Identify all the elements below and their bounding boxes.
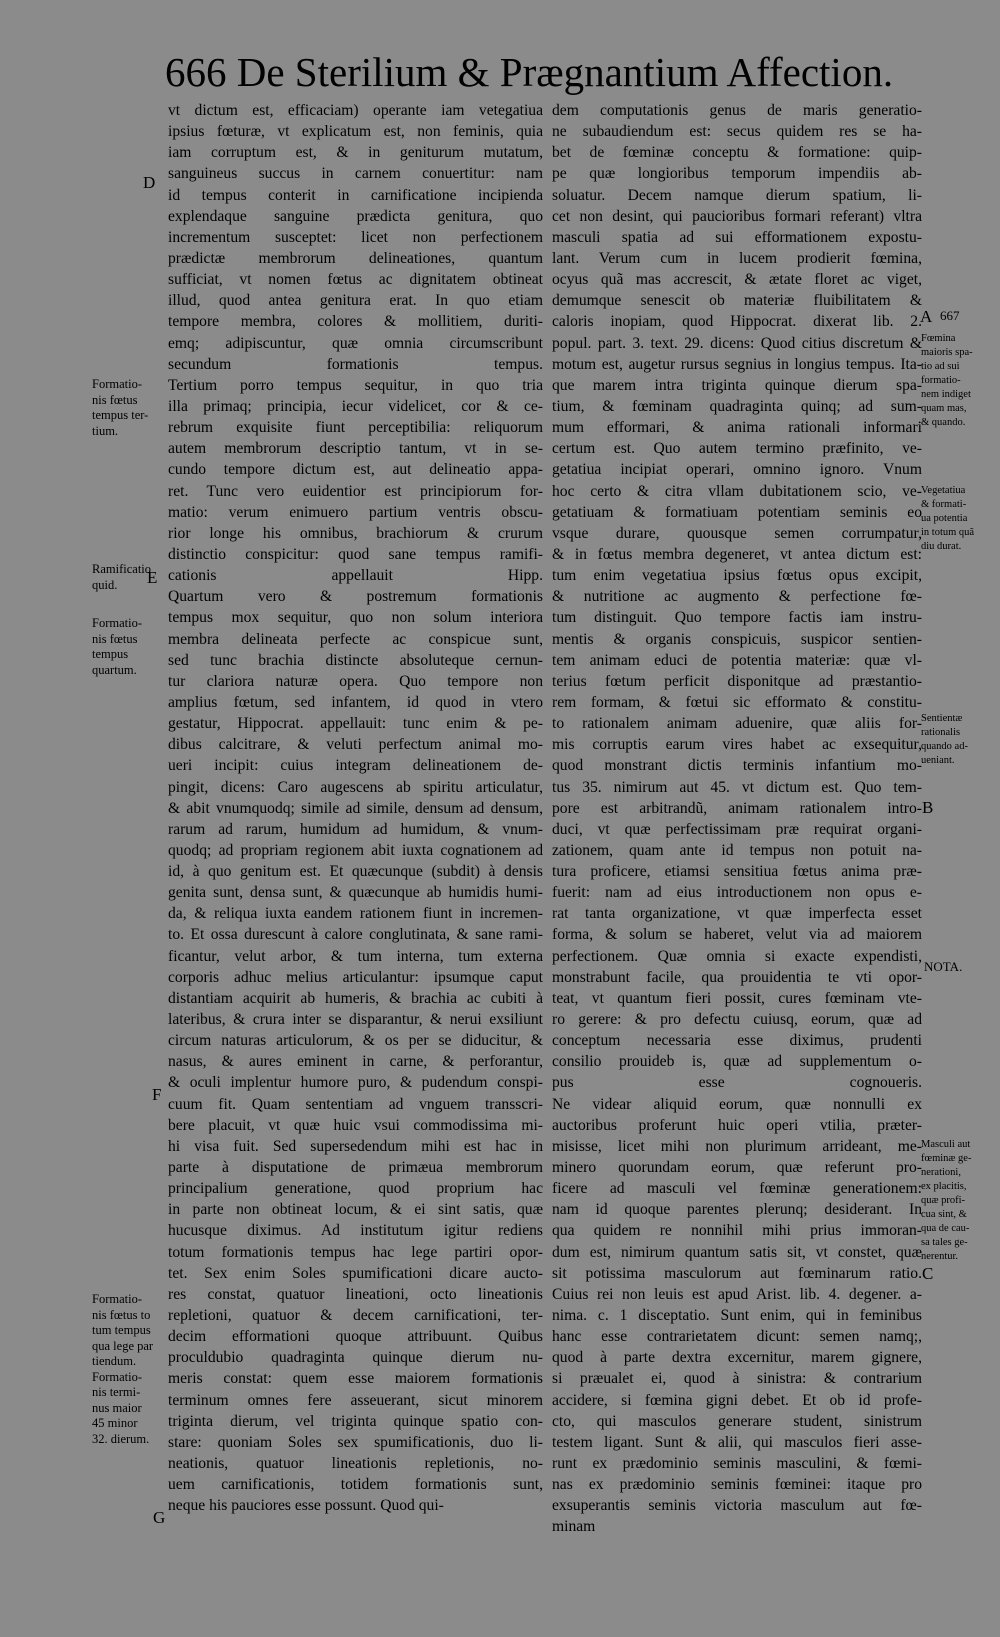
margin-letter-g: G <box>153 1508 166 1527</box>
text-line: hi visa fuit. Sed supersedendum mihi est hac in <box>168 1137 543 1155</box>
text-line: rarum ad rarum, humidum ad humidum, & vnum- <box>168 820 543 838</box>
text-line: prædictæ membrorum delineationes, quantum <box>168 249 543 267</box>
text-line: sed tunc brachia distincte absoluteque cernun- <box>168 651 543 669</box>
right-page-reference: 667 <box>940 308 960 323</box>
margin-letter-b: B <box>922 798 934 817</box>
text-line: cundo tempore dictum est, aut delineatio appa- <box>168 461 543 479</box>
text-line: ro gerere: & pro defectu cuiusq, eorum, quæ ad <box>552 1011 922 1029</box>
text-line: testem ligant. Sunt & alii, qui masculos fieri asse- <box>552 1433 922 1451</box>
text-line: corporis adhuc melius articulantur: ipsumque caput <box>168 968 543 986</box>
text-line: getatiuam & formatiuam potentiam seminis eo <box>552 503 922 521</box>
margin-note-right-1: Fœmina maioris spa- tio ad sui formatio- nem indiget quam mas, & quando. <box>921 333 973 428</box>
text-line: perfectionem. Quæ omnia si exacte expendisti, <box>552 947 922 965</box>
text-line: rior longe his omnibus, brachiorum & crurum <box>168 524 543 542</box>
margin-note-left-3: Formatio- nis fœtus tempus quartum. <box>92 616 142 677</box>
text-line: nam id quoque parentes plerunq; desiderant. In <box>552 1201 922 1219</box>
page-number: 666 <box>165 49 227 95</box>
page-header <box>165 48 893 96</box>
text-line: soluatur. Decem namque dierum spatium, li- <box>552 186 922 204</box>
text-line: secundum formationis tempus. <box>168 355 543 373</box>
text-line: repletioni, quatuor & decem carnificationi, ter- <box>168 1307 543 1325</box>
text-line: explendaque sanguine prædicta genitura, quo <box>168 207 543 225</box>
text-line: genita sunt, densa sunt, & quæcunque ab humidis humi- <box>168 884 543 902</box>
text-line: bere placuit, vt quæ huic vsui commodissima mi- <box>168 1116 543 1134</box>
text-line: tus 35. nimirum aut 45. vt dictum est. Quo tem- <box>552 778 922 796</box>
text-line: conceptum necessaria esse diximus, prudenti <box>552 1032 922 1050</box>
right-text-column <box>552 100 922 1538</box>
text-line: mum efformari, & anima rationali informari <box>552 419 922 437</box>
text-line: monstrabunt facile, qua prouidentia te vti opor- <box>552 968 922 986</box>
text-line: si præualet ei, quod à sinistra: & contrarium <box>552 1370 922 1388</box>
text-line: principalium generatione, quod proprium hac <box>168 1180 543 1198</box>
text-line: quod monstrant dictis terminis infantium mo- <box>552 757 922 775</box>
text-line: hanc esse contrarietatem dicunt: semen namq;, <box>552 1328 922 1346</box>
text-line: ficere ad masculi vel fœminæ generationem: <box>552 1180 922 1198</box>
text-line: ipsius fœturæ, vt explicatum est, non feminis, quia <box>168 123 543 141</box>
text-line: minero quorundam eorum, quæ referunt pro- <box>552 1159 922 1177</box>
text-line: dem computationis genus de maris generatio- <box>552 102 922 119</box>
margin-note-left-2: Ramificatio quid. <box>92 562 152 592</box>
text-line: terius fœtum perficit disponitque ad præstantio- <box>552 672 922 690</box>
text-line: cuum fit. Quam sententiam ad vnguem transscri- <box>168 1095 543 1113</box>
text-line: uem carnificationis, totidem formationis sunt, <box>168 1476 543 1494</box>
text-line: cto, qui masculos generare student, sinistrum <box>552 1412 922 1430</box>
text-line: qua quidem re nonnihil mihi prius immoran- <box>552 1222 922 1240</box>
text-line: Ne videar aliquid eorum, quæ nonnulli ex <box>552 1095 922 1113</box>
text-line: forma, & solum se haberet, velut via ad maiorem <box>552 926 922 944</box>
margin-note-right-3: Sentientæ rationalis quando ad- ueniant. <box>921 713 968 766</box>
text-line: vt dictum est, efficaciam) operante iam vetegatiua <box>168 102 543 119</box>
text-line: popul. part. 3. text. 29. dicens: Quod citius discretum & <box>552 334 922 352</box>
text-line: meris constat: quem esse maiorem formationis <box>168 1370 543 1388</box>
text-line: lant. Verum cum in lucem prodierit fœmina, <box>552 249 922 267</box>
text-line: illud, quod antea genitura erat. In quo etiam <box>168 292 543 310</box>
text-line: minam <box>552 1518 596 1536</box>
text-line: tum distinguit. Quo tempore factis iam instru- <box>552 609 922 627</box>
text-line: proculdubio quadraginta quinque dierum nu- <box>168 1349 543 1367</box>
text-line: pore est arbitrandũ, animam rationalem intro- <box>552 799 922 817</box>
text-line: to. Et ossa durescunt à calore conglutinata, & sane rami- <box>168 926 543 944</box>
text-line: ficantur, velut arbor, & tum interna, tum externa <box>168 947 543 965</box>
text-line: sufficiat, vt nomen fœtus ac dignitatem obtineat <box>168 271 543 289</box>
text-line: tempore membra, colores & mollitiem, duriti- <box>168 313 543 331</box>
text-line: getatiua incipiat operari, omnino ignoro. Vnum <box>552 461 922 479</box>
text-line: ueri incipit: cuius integram delineationem de- <box>168 757 543 775</box>
text-line: triginta dierum, vel triginta quinque spatio con- <box>168 1412 543 1430</box>
text-line: nasus, & aures eminent in carne, & perforantur, <box>168 1053 543 1071</box>
text-line: dum est, nimirum quantum satis sit, vt constet, quæ <box>552 1243 922 1261</box>
text-line: nas ex prædominio seminis fœminei: itaque pro <box>552 1476 922 1494</box>
text-line: mis corruptis earum vires habet ac exsequitur, <box>552 736 922 754</box>
text-line: runt ex prædominio seminis masculini, & fœmi- <box>552 1455 922 1472</box>
text-line: duci, vt quæ perfectissimam præ requirat organi- <box>552 820 922 838</box>
text-line: certum est. Quo autem termino præfinito, ve- <box>552 440 922 458</box>
text-line: rat tanta organizatione, vt quæ imperfecta esset <box>552 905 922 923</box>
text-line: ne subaudiendum est: secus quidem res se ha- <box>552 123 922 141</box>
text-line: teat, vt quantum fieri possit, cures fœminam vte- <box>552 989 922 1007</box>
text-line: ret. Tunc vero euidentior est principiorum for- <box>168 482 543 500</box>
text-line: rem formam, & fœtui sic efformato & constitu- <box>552 693 922 711</box>
text-line: consilio prouideb is, quæ ad supplementum o- <box>552 1053 922 1071</box>
text-line: exsuperantis seminis victoria masculum aut fœ- <box>552 1497 922 1515</box>
text-line: Quartum vero & postremum formationis <box>168 588 543 606</box>
text-line: cationis appellauit Hipp. <box>168 567 543 585</box>
text-line: terminum omnes fere asseuerant, sicut minorem <box>168 1391 543 1409</box>
margin-letter-c: C <box>922 1264 934 1283</box>
text-line: que marem intra triginta quinque dierum spa- <box>552 376 922 394</box>
text-line: masculi spatia ad sui efformationem expostu- <box>552 228 922 246</box>
text-line: tum enim vegetatiua ipsius fœtus opus excipit, <box>552 567 922 585</box>
text-line: tium, & fœminam quadraginta quinq; ad sum- <box>552 397 922 415</box>
left-text-column <box>168 100 543 1516</box>
text-line: neationis, quatuor lineationis repletionis, no- <box>168 1455 543 1472</box>
text-line: dibus calcitrare, & veluti perfectum animal mo- <box>168 736 543 754</box>
text-line: misisse, licet mihi non plurimum arrideant, me- <box>552 1137 922 1155</box>
text-line: & oculi implentur humore puro, & pudendum conspi- <box>168 1074 543 1092</box>
text-line: membra delineata perfecte ac conspicue sunt, <box>168 630 543 648</box>
text-line: cet non desint, qui paucioribus formari referant) vltra <box>552 207 922 225</box>
text-line: & abit vnumquodq; simile ad simile, densum ad densum, <box>168 799 543 817</box>
text-line: id tempus conterit in carnificatione incipienda <box>168 186 543 204</box>
text-line: tem animam educi de potentia materiæ: quæ vl- <box>552 651 922 669</box>
text-line: hoc certo & citra vllam dubitationem scio, ve- <box>552 482 922 500</box>
text-line: Cuius rei non leuis est apud Arist. lib. 4. degener. a- <box>552 1285 922 1303</box>
text-line: da, & reliqua iuxta eandem rationem fiunt in incremen- <box>168 905 543 923</box>
text-line: in parte non obtineat locum, & ei sint satis, quæ <box>168 1201 543 1219</box>
text-line: to rationalem animam aduenire, quæ aliis for- <box>552 715 922 733</box>
text-line: amplius fœtum, sed infantem, id quod in vtero <box>168 693 543 711</box>
text-line: tura proficere, etiamsi sensitiua fœtus anima præ- <box>552 863 922 881</box>
margin-note-right-2: Vegetatiua & formati- ua potentia in totum quã diu durat. <box>921 485 975 552</box>
text-line: pingit, dicens: Caro augescens ab spiritu articulatur, <box>168 778 543 796</box>
text-line: distantiam acquirit ab humeris, & brachia ac cubiti à <box>168 989 543 1007</box>
text-line: stare: quoniam Soles sex spumificationis, duo li- <box>168 1433 543 1451</box>
text-line: decim efformationi quoque attribuunt. Quibus <box>168 1328 543 1346</box>
text-line: rebrum exquisite fiunt perceptibilia: reliquorum <box>168 419 543 437</box>
text-line: pe quæ longioribus temporum impendiis ab- <box>552 165 922 183</box>
text-line: distinctio conspicitur: quod sane tempus ramifi- <box>168 545 543 563</box>
text-line: matio: verum enimuero partium ventris obscu- <box>168 503 543 521</box>
text-line: incrementum susceptet: licet non perfectionem <box>168 228 543 246</box>
margin-letter-a: A <box>920 307 933 326</box>
text-line: fuerit: nam ad eius introductionem non opus e- <box>552 884 922 902</box>
text-line: Tertium porro tempus sequitur, in quo tria <box>168 376 543 394</box>
text-line: & nutritione ac augmento & perfectione fœ- <box>552 588 922 606</box>
text-line: id, à quo genitum est. Et quæcunque (subdit) à densis <box>168 863 543 881</box>
text-line: ocyus quã mas accrescit, & ætate floret ac viget, <box>552 271 922 289</box>
text-line: iam corruptum est, & in geniturum mutatum, <box>168 144 543 162</box>
text-line: parte à disputatione de primæua membrorum <box>168 1159 543 1177</box>
text-line: bet de fœminæ conceptu & formatione: quip- <box>552 144 922 162</box>
text-line: quod à parte dextra excernitur, marem gignere, <box>552 1349 922 1367</box>
text-line: sit potissima masculorum aut fœminarum ratio. <box>552 1264 922 1282</box>
text-line: illa primaq; principia, iecur videlicet, cor & ce- <box>168 397 543 415</box>
text-line: gestatur, Hippocrat. appellauit: tunc enim & pe- <box>168 715 543 733</box>
text-line: sanguineus succus in carnem conuertitur: nam <box>168 165 543 183</box>
margin-note-right-4: NOTA. <box>924 959 963 974</box>
running-title: De Sterilium & Prægnantium Affection. <box>236 49 894 95</box>
text-line: caloris inopiam, quod Hippocrat. dixerat lib. 2. <box>552 313 922 331</box>
text-line: vsque durare, quousque semen corrumpatur, <box>552 524 922 542</box>
text-line: motum est, augetur rursus segnius in longius tempus. Ita- <box>552 355 922 373</box>
margin-note-left-4: Formatio- nis fœtus to tum tempus qua lege par tiendum. Formatio- nis termi- nus maior 45 minor 32. dierum. <box>92 1292 154 1446</box>
text-line: lateribus, & crura inter se disparantur, & nerui exsiliunt <box>168 1011 543 1029</box>
text-line: totum formationis tempus hac lege partiri opor- <box>168 1243 543 1261</box>
text-line: res constat, quatuor lineationi, octo lineationis <box>168 1285 543 1303</box>
text-line: tet. Sex enim Soles spumificationi dicare aucto- <box>168 1264 543 1282</box>
text-line: autem membrorum descriptio tantum, vt in se- <box>168 440 543 458</box>
text-line: accidere, si fœmina gigni debet. Et ob id profe- <box>552 1391 922 1409</box>
margin-letter-e: E <box>147 568 158 587</box>
margin-note-left-1: Formatio- nis fœtus tempus ter- tium. <box>92 377 149 438</box>
text-line: mentis & organis conspicuis, suspicor sentien- <box>552 630 922 648</box>
text-line: demumque senescit ob materiæ fluibilitatem & <box>552 292 922 310</box>
text-line: auctoribus proferunt huic operi vtilia, præter- <box>552 1116 922 1134</box>
text-line: hucusque diximus. Ad institutum igitur rediens <box>168 1222 543 1240</box>
text-line: circum naturas articulorum, & os per se diducitur, & <box>168 1032 543 1050</box>
text-line: emq; adipiscuntur, quæ omnia circumscribunt <box>168 334 543 352</box>
text-line: pus esse cognoueris. <box>552 1074 922 1092</box>
margin-letter-f: F <box>152 1085 162 1104</box>
text-line: nima. c. 1 disceptatio. Sunt enim, qui in feminibus <box>552 1307 922 1325</box>
margin-letter-d: D <box>143 173 156 192</box>
text-line: tempus mox sequitur, quo non solum interiora <box>168 609 543 627</box>
text-line: & in fœtus membra degeneret, vt antea dictum est: <box>552 545 922 563</box>
text-line: quodq; ad propriam regionem abit iuxta cognationem ad <box>168 841 543 859</box>
text-line: tur clariora naturæ opera. Quo tempore non <box>168 672 543 690</box>
margin-note-right-5: Masculi aut fœminæ ge- nerationi, ex placitis, quæ profi- cua sint, & qua de cau- sa tales ge- nerentur. <box>921 1139 972 1262</box>
text-line: neque his pauciores esse possunt. Quod qui- <box>168 1497 444 1515</box>
text-line: zationem, quam ante id tempus non potuit na- <box>552 841 922 859</box>
